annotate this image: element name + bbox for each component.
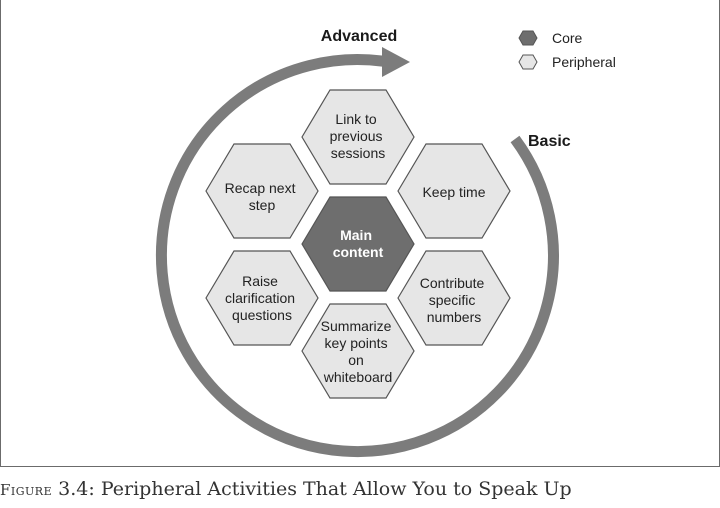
advanced-label: Advanced [320, 28, 398, 45]
legend-peripheral-hexagon-icon [519, 55, 537, 69]
legend-core-hexagon-icon [519, 31, 537, 45]
legend [519, 30, 616, 70]
hex-summarize-key-points [302, 304, 414, 398]
contribute-specific-numbers-label: Contribute specific numbers [419, 275, 485, 325]
main-content-label: Main content [332, 227, 384, 260]
basic-label: Basic [528, 133, 571, 150]
recap-next-step-label: Recap next step [224, 180, 296, 213]
link-previous-sessions-label: Link to previous sessions [329, 111, 386, 161]
summarize-key-points-label: Summarize key points on whiteboard [320, 318, 393, 385]
legend-core-label: Core [552, 30, 583, 46]
figure-caption [0, 478, 720, 500]
caption-title: Peripheral Activities That Allow You to Speak Up [100, 478, 572, 500]
legend-peripheral-label: Peripheral [552, 54, 616, 70]
keep-time-label: Keep time [422, 184, 486, 200]
hexagon-cluster [206, 90, 510, 398]
caption-prefix: Figure [0, 481, 53, 499]
hex-main-content [302, 197, 414, 291]
hex-contribute-specific-numbers [398, 251, 510, 345]
hex-recap-next-step [206, 144, 318, 238]
cycle-arrowhead [382, 47, 410, 77]
caption-number: 3.4: [58, 478, 95, 500]
hex-raise-clarification-questions [206, 251, 318, 345]
hex-link-previous-sessions [302, 90, 414, 184]
raise-clarification-questions-label: Raise clarification questions [225, 273, 296, 323]
hex-keep-time [398, 144, 510, 238]
